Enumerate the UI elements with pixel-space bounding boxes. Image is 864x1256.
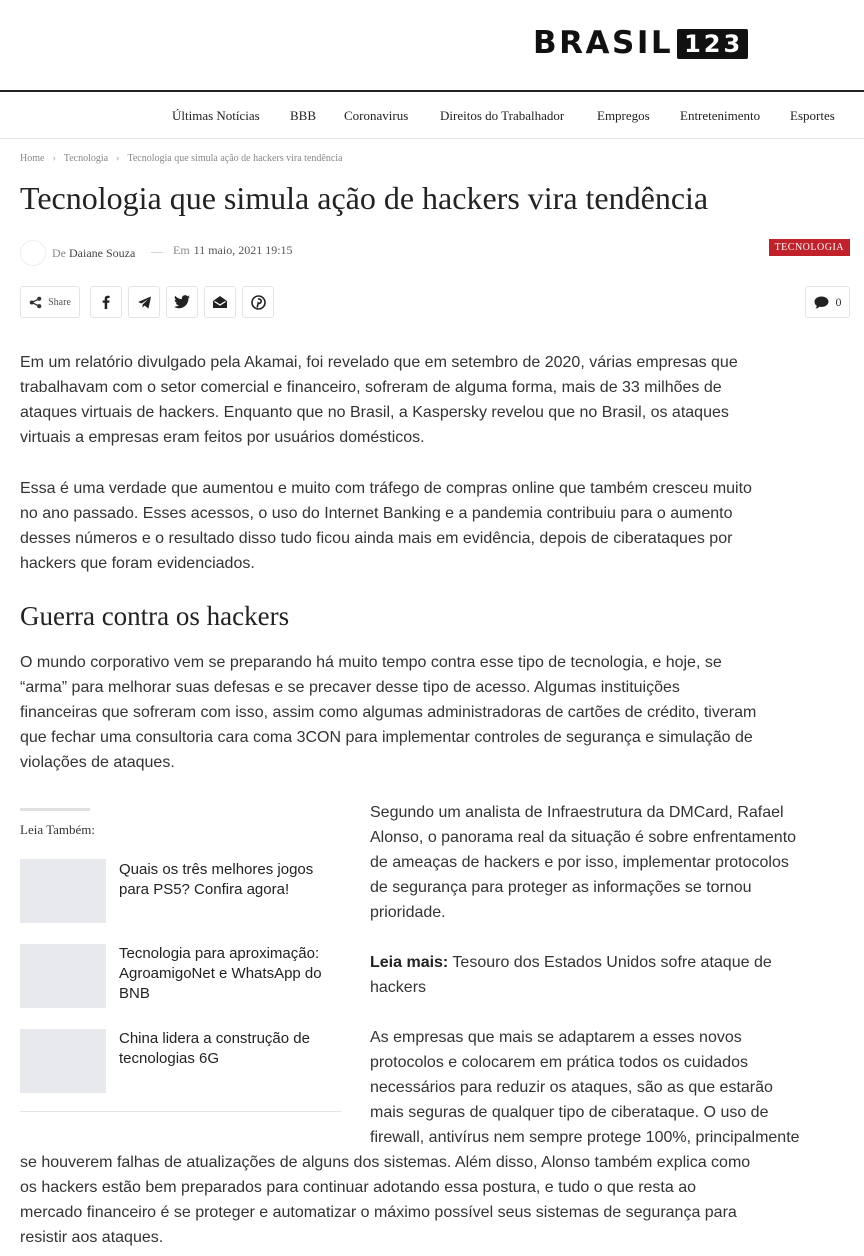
paragraph-line: que fechar uma consultoria cara coma 3CON para implementar controles de segurança e simulação de (20, 729, 753, 746)
article-paragraph-3 (20, 650, 850, 775)
logo-word: BRASIL (533, 25, 674, 61)
paragraph-line: os hackers estão bem preparados para continuar adotando essa postura, e tudo o que resta ao (20, 1179, 696, 1196)
related-link[interactable] (119, 1029, 341, 1069)
paragraph-line: As empresas que mais se adaptarem a esses novos (370, 1029, 742, 1046)
related-line: China lidera a construção de (119, 1030, 310, 1047)
article-paragraph-2 (20, 476, 850, 576)
paragraph-line: desses números e o resultado disso tudo ficou ainda mais em evidência, depois de ciberataques por (20, 530, 733, 547)
by-label: De (52, 246, 66, 260)
paragraph-line: de segurança para proteger as informações se tornou (370, 879, 752, 896)
facebook-icon (99, 295, 113, 309)
related-thumbnail[interactable] (20, 944, 106, 1008)
twitter-icon (174, 295, 190, 309)
share-label: Share (48, 296, 71, 308)
column-paragraph-3 (370, 1025, 850, 1150)
related-link[interactable] (119, 860, 341, 900)
nav-item-empregos[interactable]: Empregos (597, 108, 650, 123)
share-pinterest-button[interactable] (242, 286, 274, 318)
article-paragraph-continued (20, 1150, 850, 1250)
date-value: 11 maio, 2021 19:15 (193, 243, 293, 257)
breadcrumb-current: Tecnologia que simula ação de hackers vira tendência (127, 153, 343, 164)
paragraph-line: protocolos e colocarem em prática todos os cuidados (370, 1054, 748, 1071)
share-twitter-button[interactable] (166, 286, 198, 318)
envelope-open-icon (212, 295, 228, 309)
paragraph-line: ataques virtuais de hackers. Enquanto que no Brasil, a Kaspersky revelou que no Brasil, os ataques (20, 404, 729, 421)
related-line: BNB (119, 985, 150, 1002)
category-badge[interactable]: TECNOLOGIA (769, 239, 850, 256)
nav-item-entretenimento[interactable]: Entretenimento (680, 108, 761, 123)
site-logo[interactable] (533, 27, 748, 60)
breadcrumb (20, 153, 342, 164)
related-bottom-divider (20, 1111, 341, 1112)
paragraph-line: Alonso, o panorama real da situação é sobre enfrentamento (370, 829, 797, 846)
nav-item-coronavirus[interactable]: Coronavirus (344, 108, 409, 123)
paragraph-line: firewall, antivírus nem sempre protege 100%, principalmente (370, 1129, 800, 1146)
read-more (370, 950, 850, 1000)
share-telegram-button[interactable] (128, 286, 160, 318)
paragraph-line: Essa é uma verdade que aumentou e muito com tráfego de compras online que também cresceu muito (20, 480, 752, 497)
author-byline (52, 246, 135, 261)
paragraph-line: resistir aos ataques. (20, 1229, 164, 1246)
telegram-icon (137, 295, 152, 310)
article-meta (20, 238, 850, 266)
nav-item-direitos-do-trabalhador[interactable]: Direitos do Trabalhador (440, 108, 565, 123)
paragraph-line: Segundo um analista de Infraestrutura da DMCard, Rafael (370, 804, 784, 821)
nav-item-esportes[interactable]: Esportes (790, 108, 835, 123)
nav-item-ultimas-noticias[interactable]: Últimas Notícias (172, 108, 260, 123)
related-line: tecnologias 6G (119, 1050, 220, 1067)
related-line: Quais os três melhores jogos (119, 861, 314, 878)
share-email-button[interactable] (204, 286, 236, 318)
paragraph-line: trabalhavam com o setor comercial e financeiro, sofreram de alguma forma, mais de 33 milhões de (20, 379, 722, 396)
date-label: Em (173, 243, 190, 257)
breadcrumb-separator-icon: › (116, 153, 120, 164)
share-facebook-button[interactable] (90, 286, 122, 318)
paragraph-line: prioridade. (370, 904, 446, 921)
read-more-label: Leia mais: (370, 954, 449, 971)
related-link[interactable] (119, 944, 341, 1004)
related-heading: Leia Também: (20, 822, 96, 837)
paragraph-line: de ameaças de hackers e por isso, implementar protocolos (370, 854, 789, 871)
related-thumbnail[interactable] (20, 1029, 106, 1093)
related-divider (20, 808, 90, 811)
related-thumbnail[interactable] (20, 859, 106, 923)
comment-count: 0 (835, 294, 842, 309)
related-line: Tecnologia para aproximação: (119, 945, 320, 962)
paragraph-line: virtuais a empresas eram feitos por usuários domésticos. (20, 429, 425, 446)
comment-icon (814, 296, 829, 309)
paragraph-line: no ano passado. Esses acessos, o uso do Internet Banking e a pandemia contribuiu para o aumento (20, 505, 733, 522)
section-heading: Guerra contra os hackers (20, 601, 290, 631)
paragraph-line: “arma” para melhorar suas defesas e se precaver desse tipo de acesso. Algumas instituições (20, 679, 680, 696)
related-line: para PS5? Confira agora! (119, 881, 290, 898)
breadcrumb-category[interactable]: Tecnologia (63, 153, 109, 164)
read-more-link-continued[interactable]: hackers (370, 979, 427, 996)
read-more-link[interactable]: Tesouro dos Estados Unidos sofre ataque de (452, 954, 772, 971)
paragraph-line: O mundo corporativo vem se preparando há muito tempo contra esse tipo de tecnologia, e hoje, se (20, 654, 722, 671)
paragraph-line: financeiras que sofreram com isso, assim como algumas administradoras de cartões de crédito, tiveram (20, 704, 757, 721)
breadcrumb-separator-icon: › (52, 153, 56, 164)
paragraph-line: violações de ataques. (20, 754, 175, 771)
author-name[interactable]: Daiane Souza (69, 246, 136, 260)
paragraph-line: mais seguras de qualquer tipo de ciberataque. O uso de (370, 1104, 769, 1121)
main-nav (0, 94, 864, 139)
article-title: Tecnologia que simula ação de hackers vira tendência (20, 180, 709, 216)
paragraph-line: mercado financeiro é se proteger e automatizar o máximo possível seus sistemas de segurança para (20, 1204, 737, 1221)
nav-item-bbb[interactable]: BBB (290, 108, 317, 123)
paragraph-line: se houverem falhas de atualizações de alguns dos sistemas. Além disso, Alonso também explica como (20, 1154, 751, 1171)
meta-divider: — (151, 244, 163, 258)
share-button[interactable] (20, 286, 80, 318)
site-header (0, 0, 864, 92)
author-avatar[interactable] (20, 240, 46, 266)
comments-button[interactable] (805, 286, 850, 318)
paragraph-line: hackers que foram evidenciados. (20, 555, 255, 572)
share-icon (29, 296, 42, 309)
paragraph-line: Em um relatório divulgado pela Akamai, foi revelado que em setembro de 2020, várias empresas que (20, 354, 738, 371)
article-paragraph-1 (20, 350, 850, 450)
pinterest-icon (251, 295, 266, 310)
breadcrumb-home[interactable]: Home (20, 153, 45, 164)
paragraph-line: necessários para reduzir os ataques, são as que estarão (370, 1079, 773, 1096)
related-line: AgroamigoNet e WhatsApp do (119, 965, 322, 982)
publish-date (173, 243, 293, 258)
column-paragraph-1 (370, 800, 850, 925)
logo-number: 123 (677, 29, 748, 59)
